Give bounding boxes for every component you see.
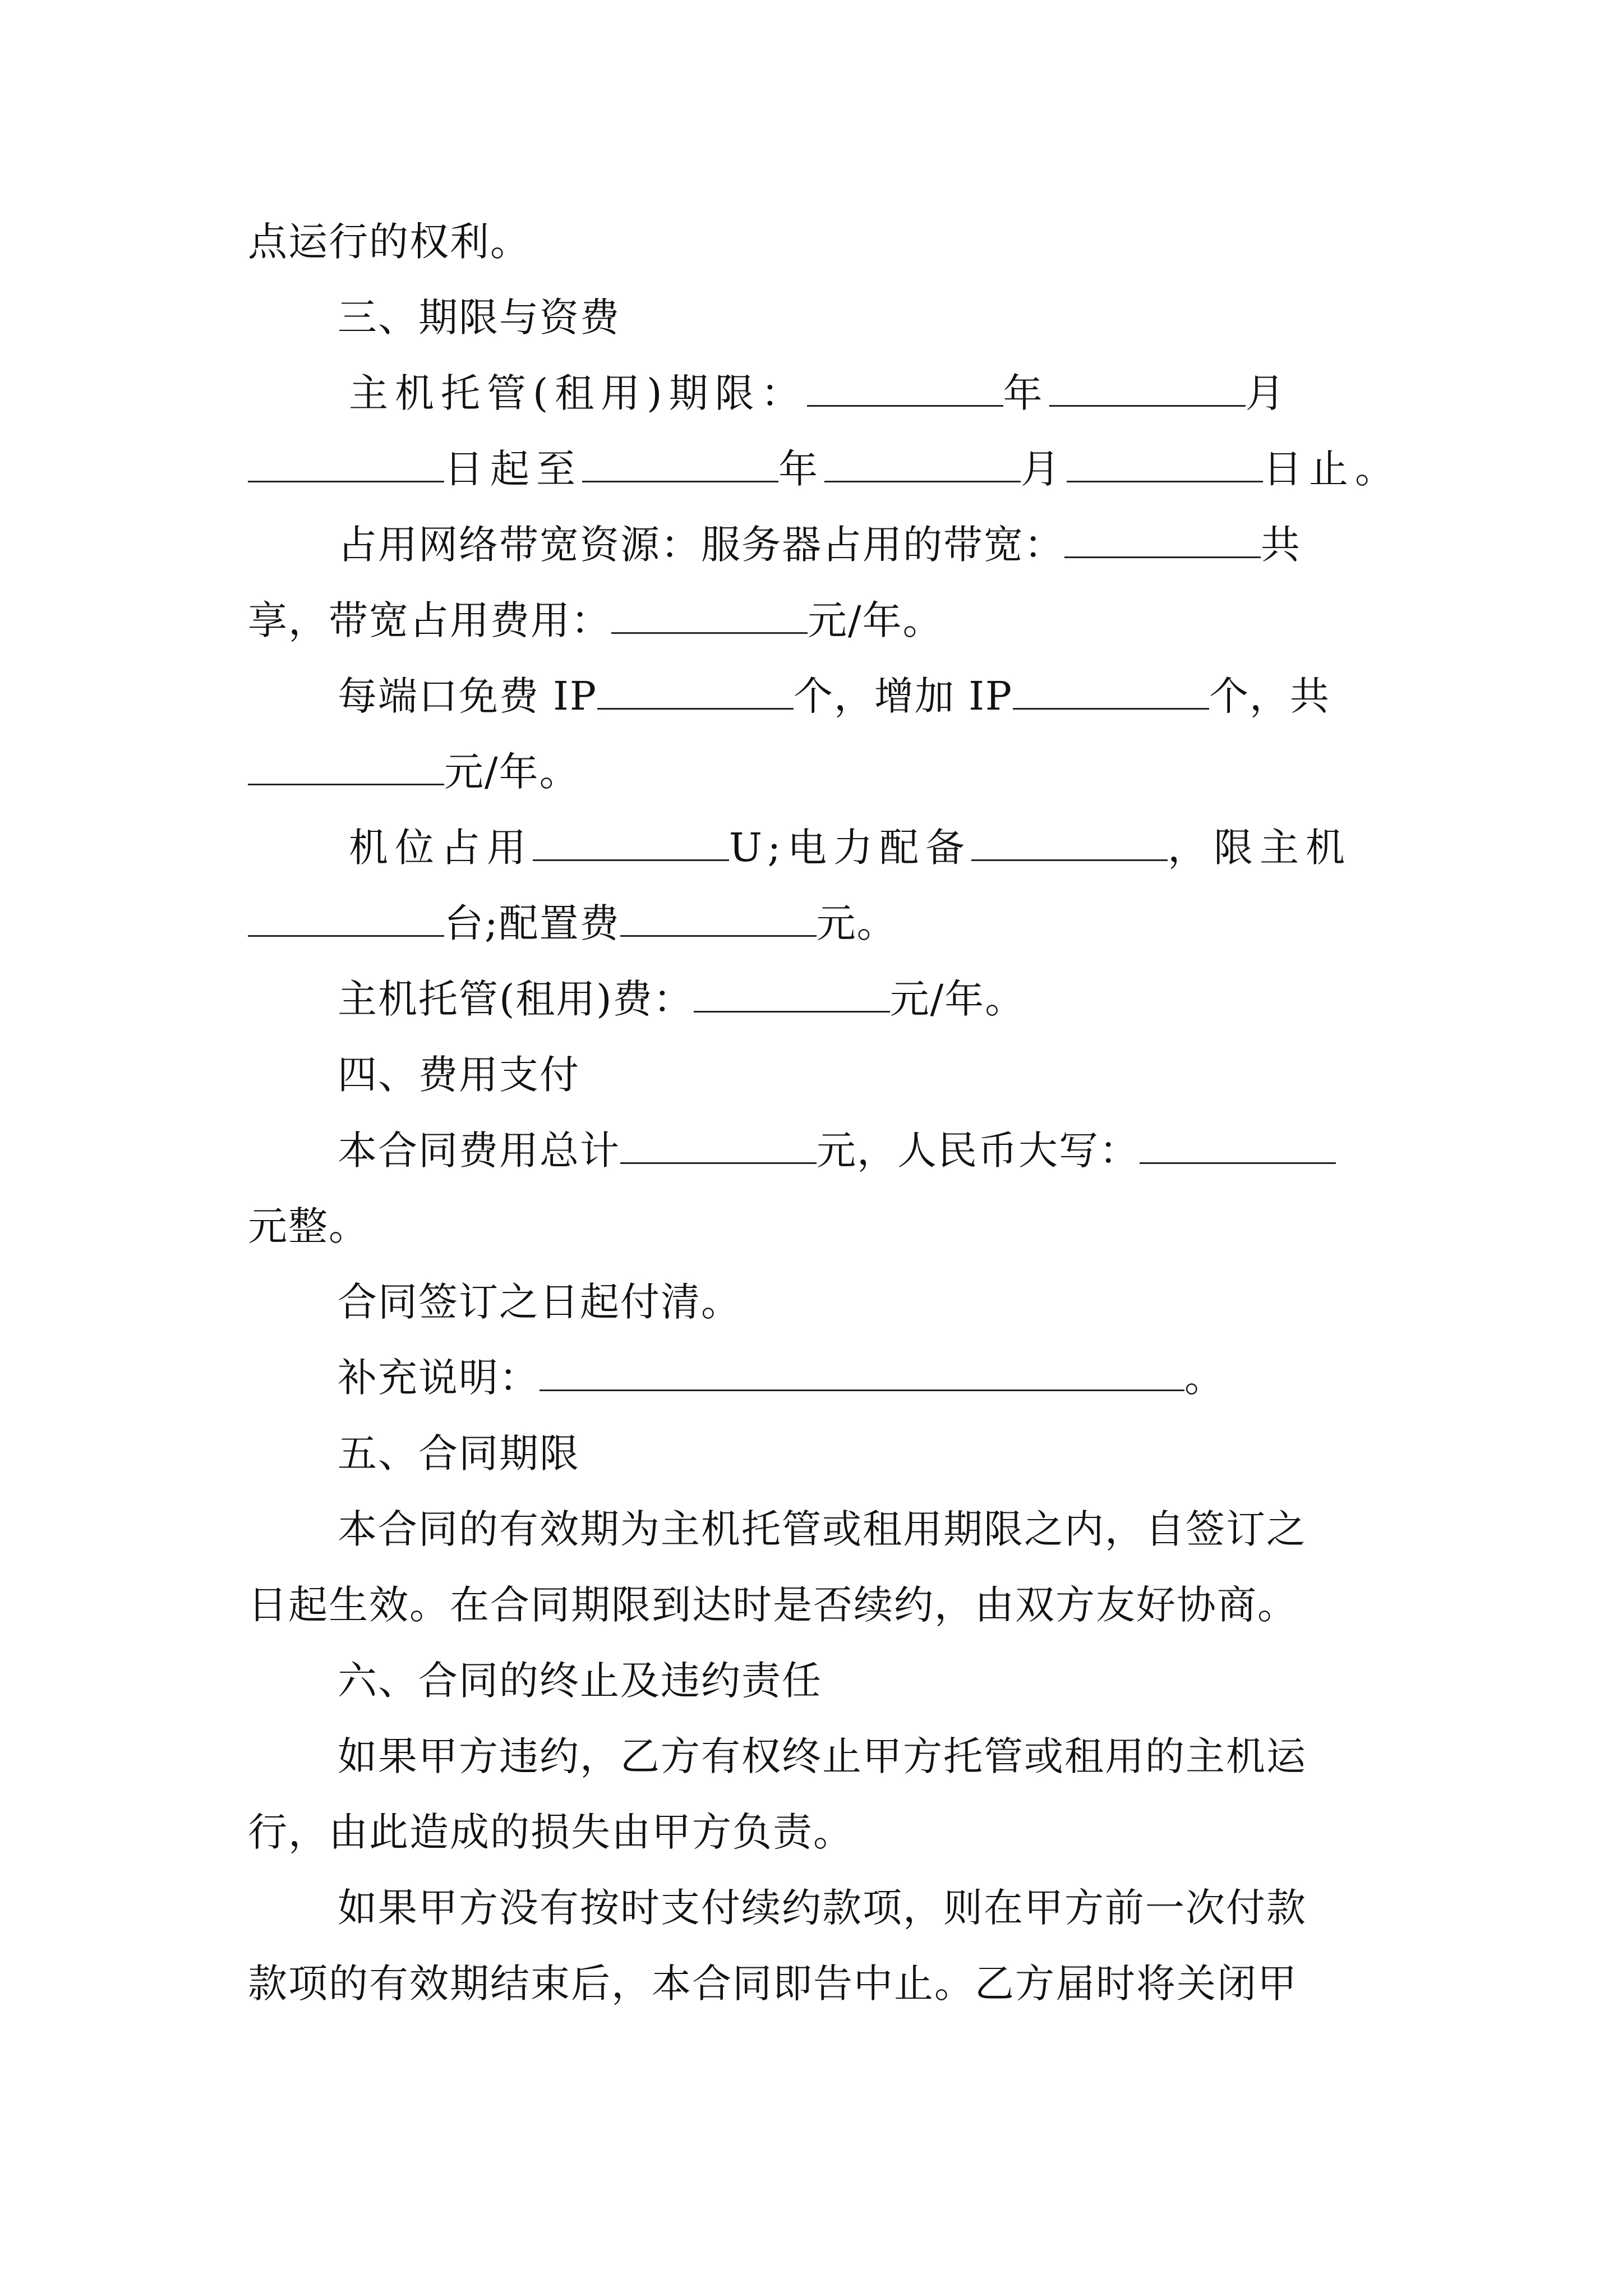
blank-line — [620, 897, 817, 937]
rack-line: 台;配置费 元。 — [248, 892, 897, 954]
paragraph-line: 款项的有效期结束后，本合同即告中止。乙方届时将关闭甲 — [248, 1961, 1298, 2007]
bandwidth-line: 占用网络带宽资源：服务器占用的带宽： 共 — [338, 514, 1301, 576]
bandwidth-line: 享，带宽占用费用： 元/年。 — [248, 590, 943, 651]
term-line: 主机托管(租用)期限： 年 月 — [349, 362, 1292, 424]
paragraph-line: 合同签订之日起付清。 — [338, 1279, 741, 1325]
blank-line — [807, 367, 1003, 407]
blank-line — [1064, 518, 1261, 558]
total-fee-line: 本合同费用总计 元，人民币大写： — [338, 1120, 1336, 1181]
blank-line — [1049, 367, 1246, 407]
section-heading: 六、合同的终止及违约责任 — [338, 1658, 822, 1704]
section-heading: 五、合同期限 — [338, 1430, 580, 1476]
section-heading: 三、期限与资费 — [338, 295, 620, 341]
total-fee-line: 元整。 — [248, 1203, 369, 1249]
blank-line — [248, 897, 444, 937]
blank-line — [1140, 1124, 1336, 1164]
paragraph-line: 本合同的有效期为主机托管或租用期限之内，自签订之 — [338, 1506, 1307, 1552]
paragraph-line: 行，由此造成的损失由甲方负责。 — [248, 1809, 854, 1855]
blank-line — [248, 443, 444, 482]
paragraph-line: 日起生效。在合同期限到达时是否续约，由双方友好协商。 — [248, 1582, 1298, 1628]
blank-line — [582, 443, 778, 482]
blank-line — [824, 443, 1021, 482]
paragraph-line: 点运行的权利。 — [248, 219, 531, 265]
blank-line — [1013, 670, 1209, 710]
rack-line: 机位占用 U;电力配备 ，限主机 — [349, 817, 1352, 878]
blank-line — [597, 670, 794, 710]
paragraph-line: 如果甲方没有按时支付续约款项，则在甲方前一次付款 — [338, 1885, 1307, 1931]
blank-line — [620, 1124, 817, 1164]
blank-line — [540, 1351, 1184, 1391]
blank-line — [694, 973, 890, 1013]
blank-line — [248, 746, 444, 785]
blank-line — [971, 821, 1168, 861]
blank-line — [611, 594, 808, 634]
paragraph-line: 如果甲方违约，乙方有权终止甲方托管或租用的主机运 — [338, 1733, 1307, 1779]
blank-line — [1067, 443, 1263, 482]
supplement-line: 补充说明： 。 — [338, 1347, 1225, 1409]
term-line: 日起至 年 月 日止。 — [248, 438, 1401, 500]
hosting-fee-line: 主机托管(租用)费： 元/年。 — [338, 968, 1025, 1030]
blank-line — [533, 821, 729, 861]
section-heading: 四、费用支付 — [338, 1052, 580, 1098]
ip-line: 每端口免费 IP 个，增加 IP 个，共 — [338, 665, 1330, 727]
ip-line: 元/年。 — [248, 741, 580, 803]
